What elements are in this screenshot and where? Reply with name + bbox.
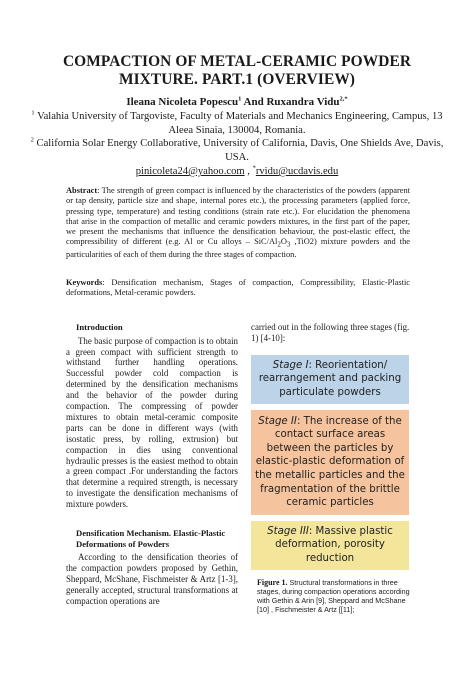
abstract <box>66 186 410 261</box>
affiliation-2-sup: 2 <box>30 136 34 144</box>
stage-1-label: Stage I <box>272 359 309 371</box>
paper-title <box>40 53 434 89</box>
intro-heading: Introduction <box>76 322 123 332</box>
abstract-text-3: ,TiO2) mixture powders and the particularities of each of them during the three stages of compaction. <box>66 237 410 260</box>
stage-1-box <box>251 355 409 404</box>
author-1-sup: 1 <box>238 95 242 103</box>
figure-label: Figure 1. <box>257 577 288 587</box>
email-line <box>30 165 444 179</box>
affiliation-1-sup: 1 <box>31 109 35 117</box>
stage-1-text: : Reorientation/ rearrangement and packing particulate powders <box>258 359 402 398</box>
affiliation-1-text: Valahia University of Targoviste, Faculty of Materials and Mechanics Engineering, Campus, 13 Aleea Sinaia, 130004, Romania. <box>34 110 443 136</box>
right-column <box>251 322 411 614</box>
keywords <box>66 278 410 299</box>
densification-heading: Densification Mechanism. Elastic-Plastic Deformations of Powders <box>76 528 226 549</box>
stage-2-box <box>251 410 409 515</box>
email-link-1[interactable]: pinicoleta24@yahoo.com <box>135 165 245 177</box>
affiliation-2-text: California Solar Energy Collaborative, University of California, Davis, One Shields Ave, Davis, USA. <box>33 138 444 164</box>
author-and: And <box>241 96 267 108</box>
abstract-text-2: O <box>280 237 287 247</box>
stage-2-label: Stage II <box>258 415 297 427</box>
author-block <box>30 96 444 179</box>
title-line-1: COMPACTION OF METAL-CERAMIC POWDER <box>62 53 412 70</box>
author-2: Ruxandra Vidu <box>266 96 340 108</box>
author-names <box>30 96 444 110</box>
author-1: Ileana Nicoleta Popescu <box>126 96 239 108</box>
abstract-text: : The strength of green compact is influenced by the characteristics of the powders (apparent or tap density, particle size and shape, internal pores etc.), the processing parameters (applied force, pressing type, temperature) and testing conditions (strain rate etc.). For elucidation the phenomena that arise in the compaction of metallic and ceramic powders mixtures, in the first part of the paper, we present the mechanisms that influence the densification behaviour, the post-elastic effect, the compressibility of different (e.g. Al or Cu alloys – SiC/Al <box>66 186 410 247</box>
abstract-sub-2: 3 <box>286 241 291 250</box>
left-column <box>66 322 238 607</box>
keywords-label: Keywords <box>66 278 103 287</box>
stage-2-text: : The increase of the contact surface areas between the particles by elastic-plastic deformation of the metallic particles and the fragmentation of the brittle ceramic particles <box>255 415 405 509</box>
affiliation-1 <box>30 110 444 138</box>
figure-caption-text: Structural transformations in three stages, during compaction operations according with Gethin & Arin [9], Sheppard and McShane [10] , Fischmeister & Artz [[11]; <box>257 577 410 615</box>
stage-3-text: : Massive plastic deformation, porosity reduction <box>275 525 393 564</box>
figure-caption <box>251 578 411 615</box>
title-line-2: MIXTURE. PART.1 (OVERVIEW) <box>118 71 356 88</box>
stage-3-label: Stage III <box>267 525 309 537</box>
stage-3-box <box>251 521 409 570</box>
keywords-text: : Densification mechanism, Stages of compaction, Compressibility, Elastic-Plastic deformations, Metal-ceramic powders. <box>66 278 410 298</box>
author-2-sup: 2,* <box>339 95 348 103</box>
abstract-sub-1: 2 <box>277 241 281 250</box>
right-lead-text: carried out in the following three stages (fig. 1) [4-10]: <box>251 322 410 343</box>
email-separator: , <box>244 165 253 177</box>
intro-paragraph: The basic purpose of compaction is to obtain a green compact with sufficient strength to withstand further handling operations. Successful powder cold compaction is determined by the densification mechanisms and the behavior of the powder during compaction. The compressing of powder mixtures to obtain metal-ceramic composite parts can be done in different ways (with isostatic press, by rolling, extrusion) but compaction in dies using conventional hydraulic presses is the easiest method to obtain a green compact .For understanding the factors that determine a required strength, is necessary to investigate the densification mechanisms of mixture powders. <box>66 335 238 510</box>
densification-paragraph: According to the densification theories of the compaction powders proposed by Gethin, Sheppard, McShane, Fischmeister & Artz [1-3], generally accepted, structural transformations at compaction operations are <box>66 552 238 606</box>
email-link-2[interactable]: rvidu@ucdavis.edu <box>255 165 339 177</box>
email-2-sup: * <box>252 164 256 172</box>
affiliation-2 <box>30 137 444 165</box>
abstract-label: Abstract <box>66 186 98 195</box>
